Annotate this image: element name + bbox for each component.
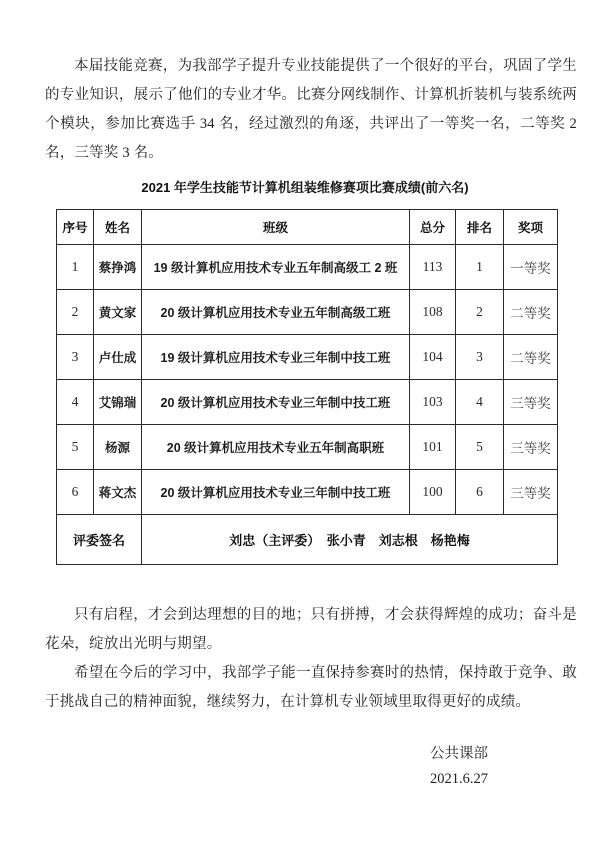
table-row [57, 470, 558, 515]
cell-award: 二等奖 [504, 335, 558, 380]
table-row [57, 290, 558, 335]
cell-no: 3 [57, 335, 94, 380]
cell-no: 6 [57, 470, 94, 515]
cell-name: 黄文家 [94, 290, 142, 335]
table-row [57, 380, 558, 425]
cell-award: 二等奖 [504, 290, 558, 335]
cell-score: 104 [410, 335, 456, 380]
cell-award: 一等奖 [504, 245, 558, 290]
closing-paragraph-2: 希望在今后的学习中，我部学子能一直保持参赛时的热情，保持敢于竞争、敢于挑战自己的精神面貌，继续努力，在计算机专业领域里取得更好的成绩。 [45, 665, 577, 710]
table-title: 2021 年学生技能节计算机组装维修赛项比赛成绩(前六名) [141, 180, 469, 195]
signature-date: 2021.6.27 [430, 771, 488, 787]
signature-org: 公共课部 [430, 746, 488, 762]
cell-name: 蒋文杰 [94, 470, 142, 515]
cell-no: 4 [57, 380, 94, 425]
table-row [57, 245, 558, 290]
col-header-score: 总分 [410, 210, 456, 245]
cell-score: 108 [410, 290, 456, 335]
table-row [57, 335, 558, 380]
cell-no: 1 [57, 245, 94, 290]
closing-paragraph-1: 只有启程，才会到达理想的目的地；只有拼搏，才会获得辉煌的成功；奋斗是花朵，绽放出光明与期望。 [45, 607, 577, 652]
cell-award: 三等奖 [504, 470, 558, 515]
cell-class: 20 级计算机应用技术专业三年制中技工班 [142, 380, 410, 425]
cell-rank: 2 [456, 290, 504, 335]
cell-no: 2 [57, 290, 94, 335]
col-header-class: 班级 [142, 210, 410, 245]
cell-award: 三等奖 [504, 425, 558, 470]
cell-class: 20 级计算机应用技术专业三年制中技工班 [142, 470, 410, 515]
results-table [56, 209, 558, 565]
cell-class: 20 级计算机应用技术专业五年制高职班 [142, 425, 410, 470]
cell-rank: 6 [456, 470, 504, 515]
cell-name: 艾锦瑞 [94, 380, 142, 425]
cell-score: 103 [410, 380, 456, 425]
cell-no: 5 [57, 425, 94, 470]
cell-rank: 3 [456, 335, 504, 380]
col-header-rank: 排名 [456, 210, 504, 245]
judges-signature-row [57, 515, 558, 565]
cell-rank: 5 [456, 425, 504, 470]
cell-score: 101 [410, 425, 456, 470]
table-header-row [57, 210, 558, 245]
cell-score: 100 [410, 470, 456, 515]
table-row [57, 425, 558, 470]
cell-name: 卢仕成 [94, 335, 142, 380]
col-header-award: 奖项 [504, 210, 558, 245]
intro-paragraph: 本届技能竞赛，为我部学子提升专业技能提供了一个很好的平台，巩固了学生的专业知识，展示了他们的专业才华。比赛分网线制作、计算机折装机与装系统两个模块，参加比赛选手 34 名，经过激烈的角逐，共评出了一等奖一名，二等奖 2 名，三等奖 3 名。 [45, 58, 577, 161]
cell-class: 19 级计算机应用技术专业五年制高级工 2 班 [142, 245, 410, 290]
col-header-name: 姓名 [94, 210, 142, 245]
cell-award: 三等奖 [504, 380, 558, 425]
cell-score: 113 [410, 245, 456, 290]
cell-name: 蔡挣鸿 [94, 245, 142, 290]
cell-name: 杨源 [94, 425, 142, 470]
signature-block [430, 742, 610, 792]
cell-class: 20 级计算机应用技术专业五年制高级工班 [142, 290, 410, 335]
judges-names: 刘忠（主评委） 张小青 刘志根 杨艳梅 [142, 515, 558, 565]
col-header-no: 序号 [57, 210, 94, 245]
cell-class: 19 级计算机应用技术专业三年制中技工班 [142, 335, 410, 380]
cell-rank: 1 [456, 245, 504, 290]
cell-rank: 4 [456, 380, 504, 425]
judges-label: 评委签名 [57, 515, 142, 565]
